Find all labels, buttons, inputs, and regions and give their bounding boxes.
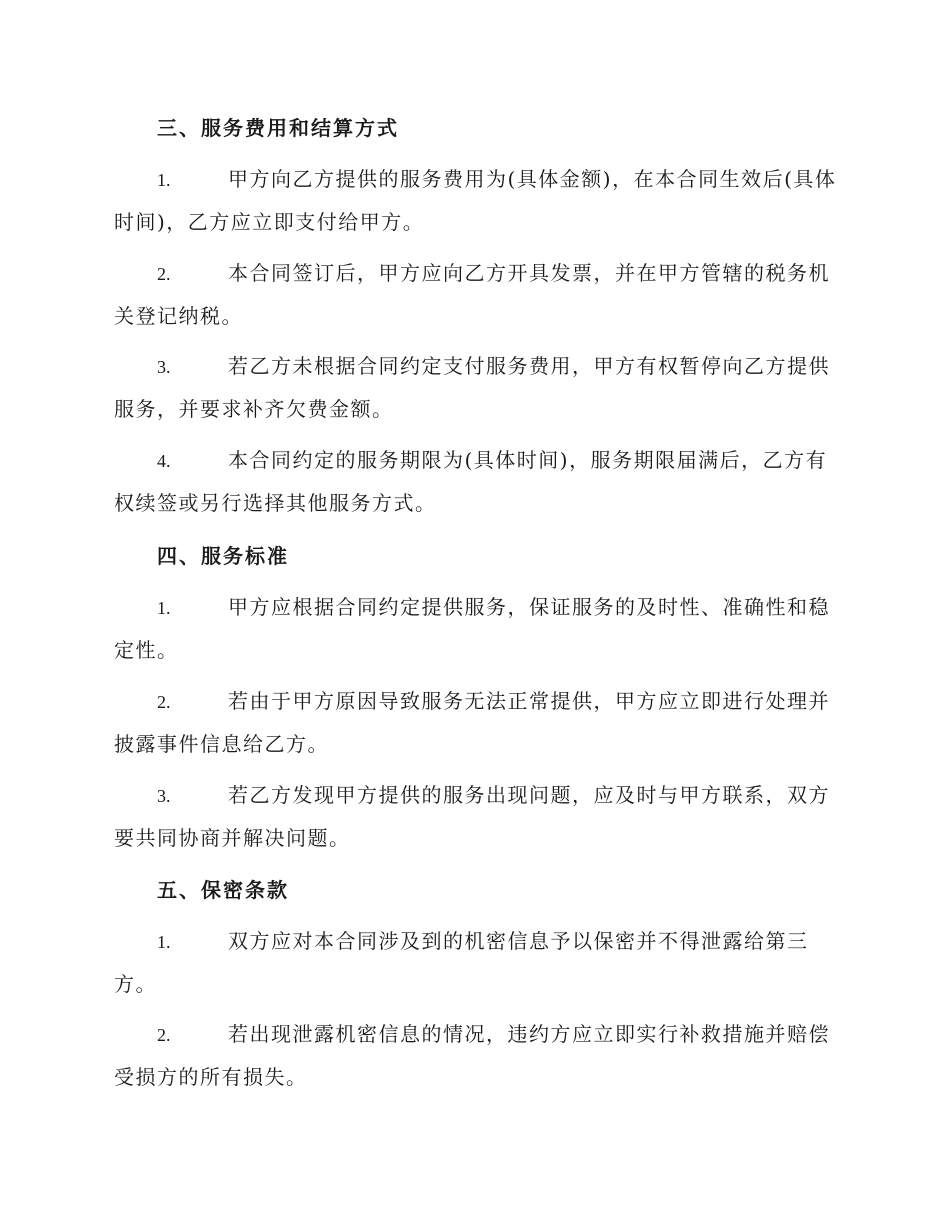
clause-text: 本合同约定的服务期限为(具体时间)，服务期限届满后，乙方有	[228, 448, 828, 472]
clause-text: 双方应对本合同涉及到的机密信息予以保密并不得泄露给第三	[228, 929, 809, 953]
clause-continuation: 披露事件信息给乙方。	[114, 732, 329, 756]
clause-number: 2.	[157, 264, 171, 284]
clause-first-line	[114, 439, 834, 482]
section-heading: 三、服务费用和结算方式	[157, 116, 399, 140]
clause-item	[114, 920, 834, 1005]
clause-number: 4.	[157, 451, 171, 471]
clause-text: 若由于甲方原因导致服务无法正常提供，甲方应立即进行处理并	[228, 689, 830, 713]
clause-text: 若乙方发现甲方提供的服务出现问题，应及时与甲方联系，双方	[228, 783, 830, 807]
clause-number: 3.	[157, 357, 171, 377]
clause-continuation: 要共同协商并解决问题。	[114, 826, 351, 850]
clause-item	[114, 586, 834, 671]
clause-item	[114, 774, 834, 859]
clause-first-line	[114, 158, 837, 201]
clause-continuation: 权续签或另行选择其他服务方式。	[114, 491, 437, 515]
clause-text: 甲方应根据合同约定提供服务，保证服务的及时性、准确性和稳	[228, 595, 830, 619]
section-heading: 五、保密条款	[157, 878, 289, 902]
clause-number: 1.	[157, 932, 171, 952]
clause-text: 若乙方未根据合同约定支付服务费用，甲方有权暂停向乙方提供	[228, 354, 830, 378]
clause-continuation: 服务，并要求补齐欠费金额。	[114, 397, 394, 421]
clause-number: 3.	[157, 786, 171, 806]
clause-continuation: 定性。	[114, 638, 179, 662]
clause-continuation: 时间)，乙方应立即支付给甲方。	[114, 210, 425, 234]
clause-first-line	[114, 345, 834, 388]
clause-continuation: 关登记纳税。	[114, 304, 243, 328]
clause-number: 1.	[157, 598, 171, 618]
section-heading: 四、服务标准	[157, 544, 289, 568]
clause-continuation: 方。	[114, 972, 157, 996]
clause-item	[114, 1013, 834, 1098]
clause-first-line	[114, 252, 834, 295]
clause-number: 2.	[157, 692, 171, 712]
clause-first-line	[114, 586, 834, 629]
clause-item	[114, 439, 834, 524]
clause-item	[114, 158, 837, 243]
clause-item	[114, 345, 834, 430]
clause-item	[114, 252, 834, 337]
clause-number: 1.	[157, 170, 171, 190]
clause-item	[114, 680, 834, 765]
clause-text: 甲方向乙方提供的服务费用为(具体金额)，在本合同生效后(具体	[228, 167, 837, 191]
clause-first-line	[114, 774, 834, 817]
clause-text: 本合同签订后，甲方应向乙方开具发票，并在甲方管辖的税务机	[228, 261, 830, 285]
clause-text: 若出现泄露机密信息的情况，违约方应立即实行补救措施并赔偿	[228, 1022, 830, 1046]
clause-number: 2.	[157, 1025, 171, 1045]
clause-first-line	[114, 920, 834, 963]
clause-continuation: 受损方的所有损失。	[114, 1065, 308, 1089]
clause-first-line	[114, 680, 834, 723]
clause-first-line	[114, 1013, 834, 1056]
